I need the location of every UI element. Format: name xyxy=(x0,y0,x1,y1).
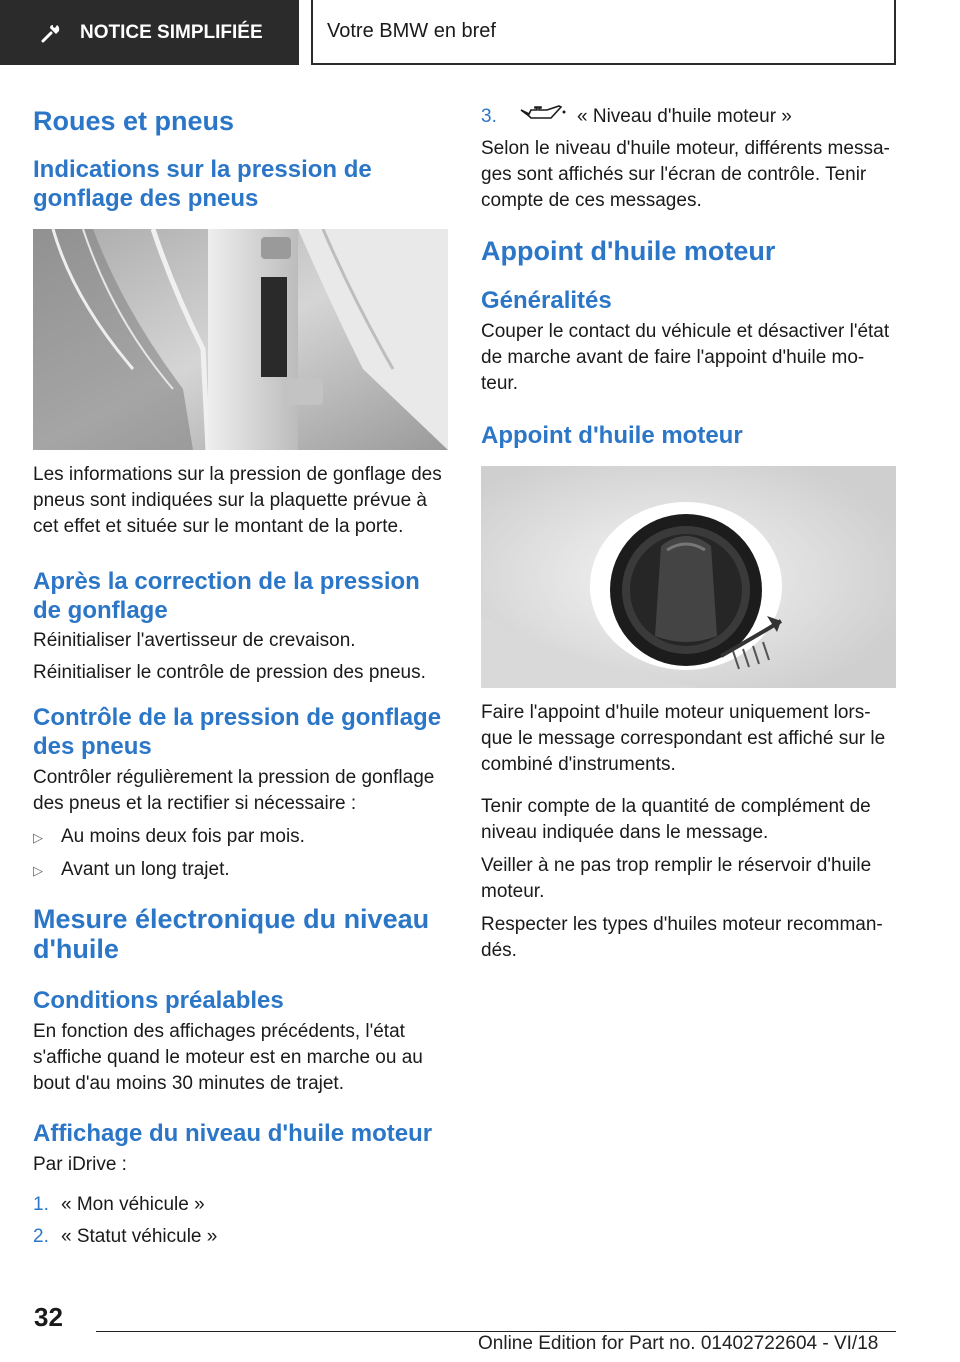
left-column xyxy=(33,100,448,1250)
step-item xyxy=(33,1192,448,1218)
bullet-marker: ▷ xyxy=(33,830,43,845)
para-selon: Selon le niveau d'huile moteur, différents messa‐ges sont affichés sur l'écran de contrôle. Tenir compte de ces messages. xyxy=(481,138,890,211)
step-text: « Mon véhicule » xyxy=(61,1194,205,1215)
footer-divider xyxy=(96,1331,896,1332)
bullet-text: Avant un long trajet. xyxy=(61,859,230,880)
heading-conditions: Conditions préalables xyxy=(33,987,284,1014)
step-item xyxy=(481,104,896,130)
step-text: « Niveau d'huile moteur » xyxy=(577,106,792,127)
bullet-item xyxy=(33,857,448,884)
step-text: « Statut véhicule » xyxy=(61,1226,218,1247)
para-apres-1: Réinitialiser l'avertisseur de crevaison. xyxy=(33,630,356,651)
step-number: 3. xyxy=(481,106,497,127)
heading-appoint-2: Appoint d'huile moteur xyxy=(481,422,743,449)
heading-indications: Indications sur la pression de gonflage des pneus xyxy=(33,156,372,212)
right-column xyxy=(481,100,896,964)
step-number: 2. xyxy=(33,1226,49,1247)
heading-controle: Contrôle de la pression de gonflage des pneus xyxy=(33,704,442,760)
step-number: 1. xyxy=(33,1194,49,1215)
heading-appoint: Appoint d'huile moteur xyxy=(481,236,776,266)
oil-can-icon xyxy=(519,104,567,124)
bullet-item xyxy=(33,824,448,851)
heading-apres-correction: Après la correction de la pression de gonflage xyxy=(33,568,420,624)
bullet-marker: ▷ xyxy=(33,863,43,878)
page-number: 32 xyxy=(34,1302,63,1332)
door-pillar-photo xyxy=(33,229,448,450)
para-indications: Les informations sur la pression de gonflage des pneus sont indiquées sur la plaquette prévue à cet effet et située sur le montant de la porte. xyxy=(33,464,442,537)
heading-roues-et-pneus: Roues et pneus xyxy=(33,106,235,136)
para-veiller: Veiller à ne pas trop remplir le réservoir d'huile moteur. xyxy=(481,855,872,902)
para-tenir: Tenir compte de la quantité de complément de niveau indiquée dans le message. xyxy=(481,796,871,843)
para-faire: Faire l'appoint d'huile moteur uniquement lors‐que le message correspondant est affiché sur le combiné d'instruments. xyxy=(481,702,886,775)
header-section-title: Votre BMW en bref xyxy=(311,0,896,65)
step-item xyxy=(33,1224,448,1250)
wrench-icon xyxy=(40,22,62,44)
header-tab-label: NOTICE SIMPLIFIÉE xyxy=(80,21,263,43)
heading-affichage: Affichage du niveau d'huile moteur xyxy=(33,1120,433,1147)
heading-generalites: Généralités xyxy=(481,287,612,314)
para-conditions: En fonction des affichages précédents, l'état s'affiche quand le moteur est en marche ou au bout d'au moins 30 minutes de trajet. xyxy=(33,1021,423,1094)
oil-filler-cap-photo xyxy=(481,466,896,688)
para-affichage: Par iDrive : xyxy=(33,1154,127,1175)
header-tab[interactable] xyxy=(0,0,299,65)
footer-edition: Online Edition for Part no. 01402722604 - VI/18 xyxy=(478,1333,879,1354)
para-apres-2: Réinitialiser le contrôle de pression des pneus. xyxy=(33,662,426,683)
para-controle: Contrôler régulièrement la pression de gonflage des pneus et la rectifier si nécessaire : xyxy=(33,767,435,814)
heading-mesure: Mesure électronique du niveau d'huile xyxy=(33,904,430,964)
para-generalites: Couper le contact du véhicule et désactiver l'état de marche avant de faire l'appoint d'huile mo‐teur. xyxy=(481,321,890,394)
bullet-text: Au moins deux fois par mois. xyxy=(61,826,305,847)
para-respecter: Respecter les types d'huiles moteur recomman‐dés. xyxy=(481,914,883,961)
